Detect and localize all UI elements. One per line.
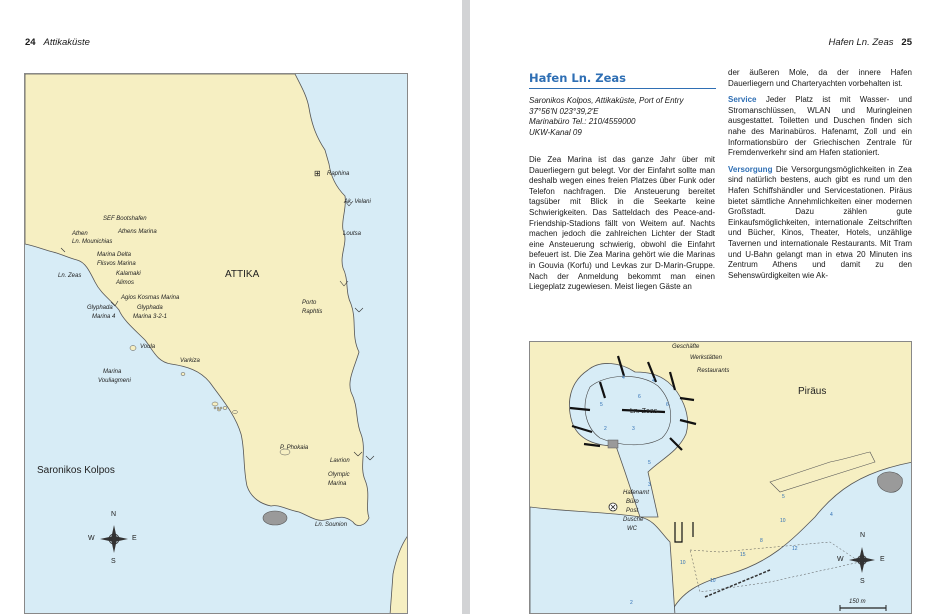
label-mounichias: Ln. Mounichias <box>72 239 113 245</box>
depth-17: 10 <box>710 578 716 584</box>
harbour-office-icon <box>609 503 617 511</box>
depth-18: 4 <box>830 512 833 518</box>
label-varkiza: Varkiza <box>180 358 200 364</box>
compass-n-right: N <box>860 532 866 539</box>
label-scale: 150 m <box>849 599 866 605</box>
compass-e: E <box>132 535 137 542</box>
depth-3: 4 <box>652 378 655 384</box>
label-flisvos: Flisvos Marina <box>97 261 136 267</box>
label-raphtis: Raphtis <box>302 309 323 315</box>
service-heading: Service <box>728 95 757 105</box>
book-gutter <box>462 0 470 614</box>
label-athen: Athen <box>72 231 88 237</box>
left-running-title: Attikaküste <box>43 37 90 48</box>
depth-10: 8 <box>760 538 763 544</box>
label-porto: Porto <box>302 300 317 306</box>
versorgung-paragraph <box>728 165 912 282</box>
depth-8: 5 <box>648 460 651 466</box>
label-glyphada-2: Glyphada <box>137 305 163 311</box>
label-sounion: Ln. Sounion <box>315 522 348 528</box>
compass-e-right: E <box>880 556 885 563</box>
right-page <box>470 0 932 614</box>
label-piraeus: Piräus <box>798 386 827 397</box>
label-ak-velani: Ak. Velani <box>344 199 371 205</box>
depth-2: 6 <box>638 394 641 400</box>
label-kalamaki: Kalamaki <box>116 271 141 277</box>
label-marina-321: Marina 3-2-1 <box>133 314 168 320</box>
label-alimos: Alimos <box>116 280 135 286</box>
depth-13: 15 <box>740 552 746 558</box>
meta-phone: Marinabüro Tel.: 210/4559000 <box>529 117 636 127</box>
label-ln-zeas-harbour: Ln. Zeas <box>630 408 658 415</box>
intro-paragraph: Die Zea Marina ist das ganze Jahr über mit Dauerliegern gut belegt. Vor der Einfahrt sollte man deshalb wegen eines freien Platzes über Funk oder Telefon nachfragen. Die Ansteuerung bereitet tagsüber mit Blick in die Seekarte keine Schwierigkeiten. Das Satteldach des Peace-and-Friendship-Stadions fällt von Weitem auf. Nachts machen jedoch die zahlreichen Lichter der Stadt eine Ansteuerung schwierig, obwohl die Einfahrt befeuert ist. Die Zea Marina gehört wie die Marinas in Gouvia (Korfu) und Levkas zur D-Marin-Gruppe. Nach der Anmeldung bekommt man einen Liegeplatz zugewiesen. Meist liegen Gäste an <box>529 155 715 292</box>
label-werkstaetten: Werkstätten <box>690 355 722 361</box>
label-raphina: Raphina <box>327 171 350 177</box>
versorgung-heading: Versorgung <box>728 164 773 174</box>
compass-s-right: S <box>860 578 865 585</box>
depth-11: 10 <box>780 518 786 524</box>
depth-15: 5 <box>782 494 785 500</box>
versorgung-text: Die Versorgungsmöglichkeiten in Zea sind natürlich bestens, auch gibt es rund um den Hafen Schiffshändler und Servicestationen. Piräus bietet sämtliche Annehmlichkeiten einer modernen Großstadt. Dazu zählen gute Einkaufsmöglichkeiten, internationale Zeitschriften und Bücher, Kinos, Theater, Hotels, unzählige Tavernen und internationale Restaurants. Mit Tram und U-Bahn gelangt man in etwa 20 Minuten ins Zentrum Athens und damit zu den Sehenswürdigkeiten wie Ak- <box>728 164 912 280</box>
label-sef-bootshafen: SEF Bootshafen <box>103 216 147 222</box>
label-post: Post <box>626 508 639 514</box>
article-column-2 <box>728 68 912 287</box>
label-marina: Marina <box>103 369 122 375</box>
label-ln-zeas: Ln. Zeas <box>58 273 82 279</box>
right-running-head <box>829 37 912 48</box>
zea-harbour-graphic <box>530 342 912 614</box>
label-athens-marina: Athens Marina <box>118 229 157 235</box>
left-page-number: 24 <box>25 37 36 48</box>
label-marina-4: Marina 4 <box>92 314 116 320</box>
depth-7: 3 <box>632 426 635 432</box>
right-page-number: 25 <box>901 37 912 48</box>
label-loutsa: Loutsa <box>343 231 362 237</box>
continuation-paragraph: der äußeren Mole, da der innere Hafen Dauerliegern und Charteryachten vorbehalten ist. <box>728 68 912 88</box>
depth-4: 5 <box>600 402 603 408</box>
depth-6: 2 <box>604 426 607 432</box>
label-saronikos-kolpos: Saronikos Kolpos <box>37 465 115 476</box>
zea-harbour-map <box>529 341 912 614</box>
compass-w-right: W <box>837 556 844 563</box>
depth-16: 2 <box>630 600 633 606</box>
attika-coast-map <box>24 73 408 614</box>
label-hafenamt: Hafenamt <box>623 490 650 496</box>
depth-14: 10 <box>680 560 686 566</box>
article-column-1 <box>529 155 715 299</box>
depth-9: 3 <box>648 482 651 488</box>
label-olympic: Olympic <box>328 472 350 478</box>
depth-12: 12 <box>792 546 798 552</box>
label-p-phokaia: P. Phokaia <box>280 445 309 451</box>
label-olympic-marina: Marina <box>328 481 347 487</box>
meta-coordinates: 37°56'N 023°39,2'E <box>529 106 599 116</box>
right-running-title: Hafen Ln. Zeas <box>828 37 894 48</box>
label-buero: Büro <box>626 499 639 505</box>
meta-vhf: UKW-Kanal 09 <box>529 127 582 137</box>
label-geschaefte: Geschäfte <box>672 344 700 350</box>
fort-icon: ⊞ <box>314 169 321 178</box>
label-lavrion: Lavrion <box>330 458 350 464</box>
label-restaurants: Restaurants <box>697 368 730 374</box>
article-title: Hafen Ln. Zeas <box>529 71 716 89</box>
service-text: Jeder Platz ist mit Wasser- und Stromanschlüssen, WLAN und Muringleinen ausgestattet. Toiletten und Duschen finden sich nahe des Marinabüros. Hafenamt, Zoll und ein Informationsbüro der Griechischen Zentrale für Fremdenverkehr sind am Hafen stationiert. <box>728 95 912 158</box>
label-voula: Voula <box>140 344 156 350</box>
compass-s: S <box>111 558 116 565</box>
label-wc: WC <box>627 526 637 532</box>
harbour-meta <box>529 96 716 138</box>
depth-5: 6 <box>666 402 669 408</box>
depth-1: 4 <box>622 375 625 381</box>
label-attika: ATTIKA <box>225 269 260 280</box>
meta-region: Saronikos Kolpos, Attikaküste, Port of Entry <box>529 96 684 105</box>
attika-map-graphic <box>25 74 408 614</box>
label-marina-delta: Marina Delta <box>97 252 132 258</box>
left-page <box>0 0 462 614</box>
compass-w: W <box>88 535 95 542</box>
label-glyphada-1: Glyphada <box>87 305 113 311</box>
label-vouliagmeni: Vouliagmeni <box>98 378 131 384</box>
service-paragraph <box>728 95 912 159</box>
label-dusche: Dusche <box>623 517 644 523</box>
compass-n: N <box>111 511 117 518</box>
left-running-head <box>25 37 90 48</box>
label-agios-kosmas: Agios Kosmas Marina <box>121 295 180 301</box>
